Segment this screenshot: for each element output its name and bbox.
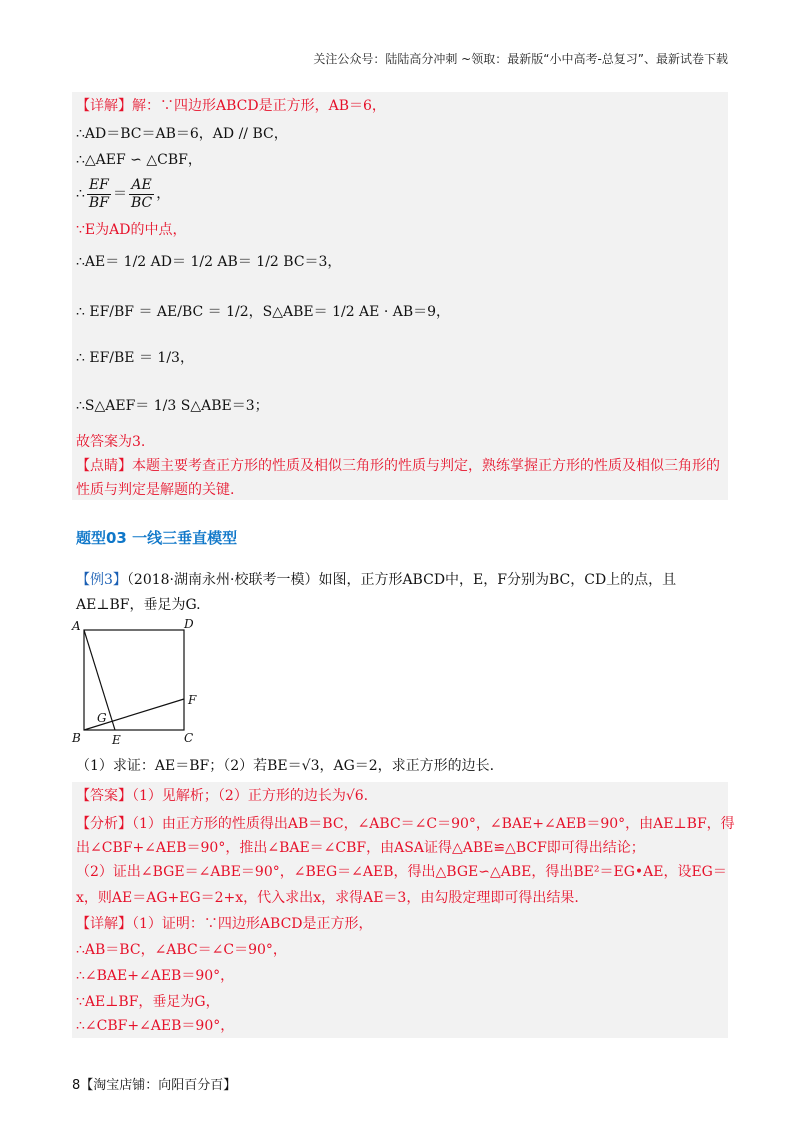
fraction: $\frac{EF}{BF}$ bbox=[88, 176, 109, 211]
label-c: C bbox=[184, 731, 194, 745]
solution-line: ∴ EF/BF ＝ AE/BC ＝ 1/2，S△ABE＝ 1/2 AE · AB＝9， bbox=[76, 304, 451, 320]
solution-line: 故答案为3. bbox=[76, 434, 146, 450]
question-line: 【例3】（2018·湖南永州·校联考一模）如图，正方形ABCD中，E，F分别为BC，CD上的点，且 bbox=[76, 572, 677, 588]
solution-line: ∴AE＝ 1/2 AD＝ 1/2 AB＝ 1/2 BC＝3， bbox=[76, 254, 342, 270]
solution-line: ∴ EF/BE ＝ 1/3， bbox=[76, 350, 194, 366]
label-d: D bbox=[184, 618, 194, 631]
solution-line: ∴△AEF ∽ △CBF， bbox=[76, 152, 202, 168]
section-title: 题型03 一线三垂直模型 bbox=[76, 529, 238, 547]
solution-line: ∴ $\frac{EF}{BF}$ ＝ $\frac{AE}{BC}$ ， bbox=[76, 176, 171, 211]
solution-line: ∴S△AEF＝ 1/3 S△ABE＝3； bbox=[76, 398, 269, 414]
solution-line: 【详解】解：∵四边形ABCD是正方形，AB＝6， bbox=[76, 98, 386, 114]
solution-line: 【点睛】本题主要考查正方形的性质及相似三角形的性质与判定，熟练掌握正方形的性质及相似三角形的 bbox=[76, 458, 720, 474]
label-g: G bbox=[97, 711, 107, 725]
answer-line: ∴∠CBF+∠AEB＝90°， bbox=[76, 1018, 235, 1034]
answer-line: x，则AE＝AG+EG＝2+x，代入求出x，求得AE＝3，由勾股定理即可得出结果. bbox=[76, 890, 579, 906]
label-e: E bbox=[112, 733, 121, 747]
answer-line: ∴∠BAE+∠AEB＝90°， bbox=[76, 968, 235, 984]
answer-line: 出∠CBF+∠AEB＝90°，推出∠BAE＝∠CBF，由ASA证得△ABE≌△BCF即可得出结论； bbox=[76, 840, 645, 856]
geometry-figure bbox=[70, 618, 200, 748]
answer-line: 【答案】（1）见解析；（2）正方形的边长为√6. bbox=[76, 788, 369, 804]
question-line: （1）求证：AE＝BF；（2）若BE＝√3，AG＝2，求正方形的边长. bbox=[76, 758, 495, 774]
label-a: A bbox=[72, 619, 81, 633]
fraction: $\frac{AE}{BC}$ bbox=[130, 176, 153, 211]
answer-line: 【详解】（1）证明：∵四边形ABCD是正方形， bbox=[76, 916, 373, 932]
page-header: 关注公众号：陆陆高分冲刺 ~领取：最新版“小中高考-总复习”、最新试卷下载 bbox=[313, 52, 728, 66]
label-f: F bbox=[188, 693, 197, 707]
solution-line: 性质与判定是解题的关键. bbox=[76, 482, 235, 498]
answer-line: ∴AB＝BC，∠ABC＝∠C＝90°， bbox=[76, 942, 287, 958]
label-b: B bbox=[72, 731, 81, 745]
solution-line: ∴AD＝BC＝AB＝6，AD // BC， bbox=[76, 126, 288, 142]
question-line: AE⊥BF，垂足为G. bbox=[76, 597, 201, 613]
page-footer: 8【淘宝店铺：向阳百分百】 bbox=[72, 1078, 237, 1093]
example-tag: 【例3】 bbox=[76, 572, 127, 588]
answer-line: 【分析】（1）由正方形的性质得出AB＝BC，∠ABC＝∠C＝90°，∠BAE+∠AEB＝90°，由AE⊥BF，得 bbox=[76, 816, 735, 832]
answer-line: （2）证出∠BGE＝∠ABE＝90°，∠BEG＝∠AEB，得出△BGE∽△ABE，得出BE²＝EG•AE，设EG＝ bbox=[76, 864, 727, 880]
solution-line: ∵E为AD的中点， bbox=[76, 222, 187, 238]
answer-line: ∵AE⊥BF，垂足为G， bbox=[76, 994, 220, 1010]
